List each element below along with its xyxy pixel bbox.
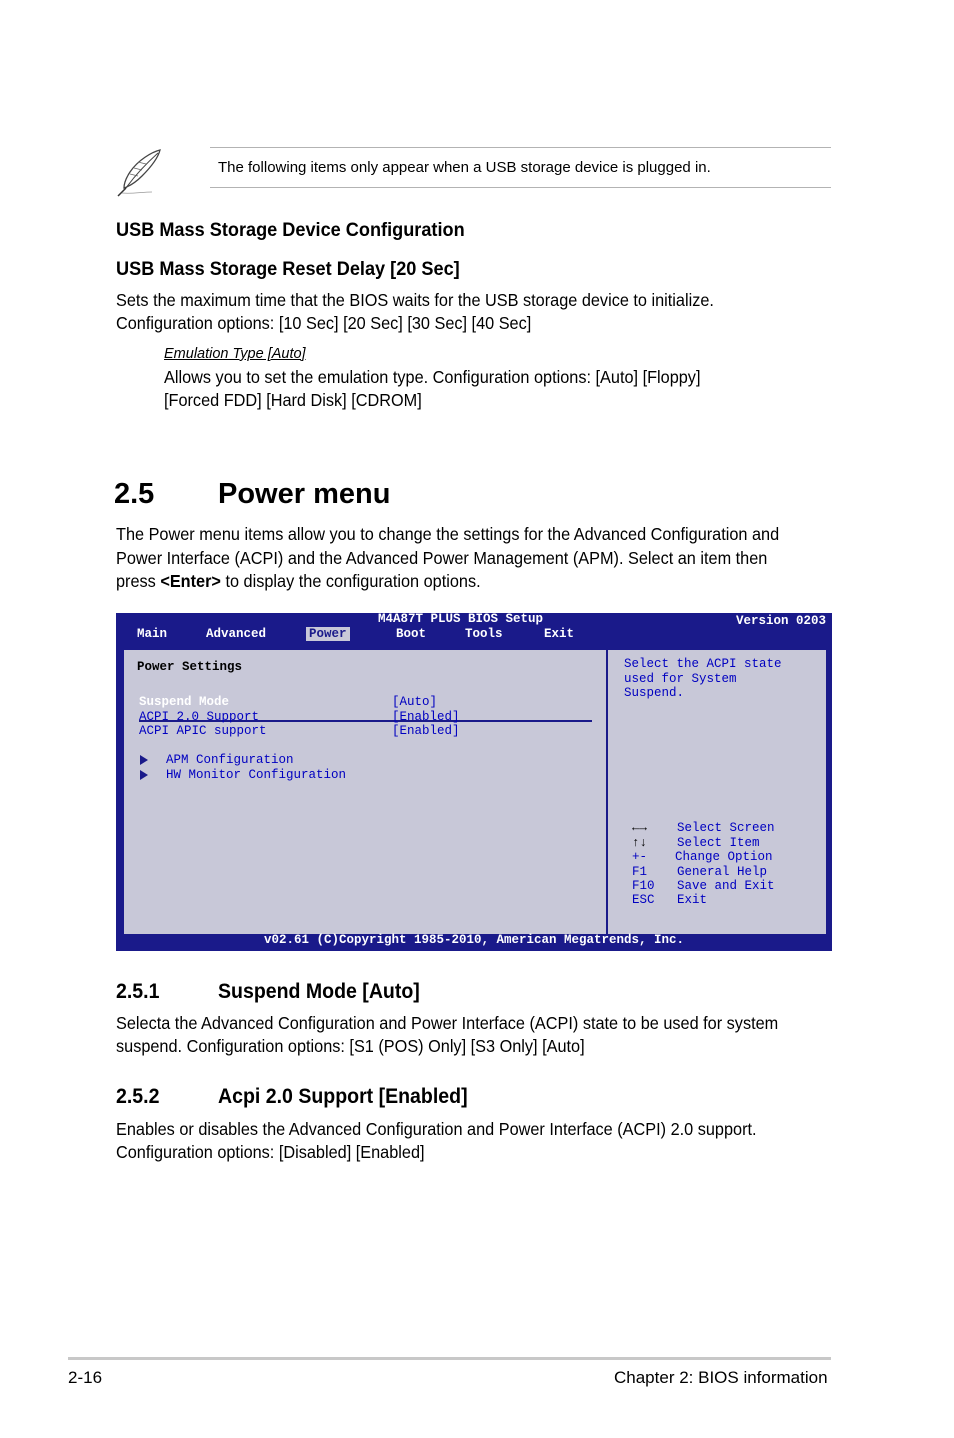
- item-acpi-support[interactable]: ACPI 2.0 Support: [139, 710, 260, 724]
- emulation-text-1: Allows you to set the emulation type. Configuration options: [Auto] [Floppy]: [164, 367, 701, 387]
- item-acpi-support-value[interactable]: [Enabled]: [392, 710, 460, 724]
- note-rule-bottom: [210, 187, 831, 188]
- sub1-text-2: suspend. Configuration options: [S1 (POS) Only] [S3 Only] [Auto]: [116, 1036, 585, 1056]
- key-f10: F10: [632, 879, 655, 893]
- submenu-arrow-icon: [140, 770, 148, 780]
- key-desc-select-screen: Select Screen: [677, 821, 775, 835]
- note-text: The following items only appear when a USB storage device is plugged in.: [218, 159, 711, 176]
- key-desc-save-exit: Save and Exit: [677, 879, 775, 893]
- tab-tools[interactable]: Tools: [465, 627, 503, 641]
- submenu-hw-monitor[interactable]: HW Monitor Configuration: [166, 768, 347, 782]
- feather-quill-icon: [112, 146, 170, 198]
- sub1-text-1: Selecta the Advanced Configuration and Power Interface (ACPI) state to be used for system: [116, 1013, 779, 1033]
- key-desc-general-help: General Help: [677, 865, 768, 879]
- bios-settings-panel: [122, 648, 610, 936]
- submenu-apm[interactable]: APM Configuration: [166, 753, 294, 767]
- help-line-1: Select the ACPI state: [624, 657, 782, 671]
- usb-delay-text-1: Sets the maximum time that the BIOS waits for the USB storage device to initialize.: [116, 290, 714, 310]
- section-number: 2.5: [114, 478, 155, 510]
- key-esc: ESC: [632, 893, 655, 907]
- bios-help-panel: [606, 648, 828, 936]
- key-desc-exit: Exit: [677, 893, 708, 907]
- arrows-left-right-icon: ←→: [632, 821, 648, 835]
- key-desc-select-item: Select Item: [677, 836, 760, 850]
- sub2-number: 2.5.2: [116, 1085, 160, 1108]
- sub2-title: Acpi 2.0 Support [Enabled]: [218, 1085, 468, 1108]
- page-number: 2-16: [68, 1368, 103, 1387]
- item-suspend-mode[interactable]: Suspend Mode: [139, 695, 230, 709]
- help-line-2: used for System: [624, 672, 737, 686]
- key-plus-minus: +-: [632, 850, 648, 864]
- tab-exit[interactable]: Exit: [544, 627, 575, 641]
- bios-copyright: v02.61 (C)Copyright 1985-2010, American Megatrends, Inc.: [263, 933, 685, 947]
- note-rule-top: [210, 147, 831, 148]
- item-acpi-apic-value[interactable]: [Enabled]: [392, 724, 460, 738]
- chapter-label: Chapter 2: BIOS information: [614, 1368, 828, 1387]
- tab-advanced[interactable]: Advanced: [206, 627, 267, 641]
- enter-key: <Enter>: [160, 571, 221, 591]
- section-intro-1: The Power menu items allow you to change the settings for the Advanced Configuration and: [116, 524, 780, 544]
- bios-title: M4A87T PLUS BIOS Setup: [378, 612, 544, 626]
- help-line-3: Suspend.: [624, 686, 685, 700]
- panel-title: Power Settings: [137, 660, 243, 674]
- usb-delay-heading: USB Mass Storage Reset Delay [20 Sec]: [116, 258, 460, 280]
- tab-boot[interactable]: Boot: [396, 627, 427, 641]
- item-acpi-apic[interactable]: ACPI APIC support: [139, 724, 267, 738]
- tab-power[interactable]: Power: [306, 627, 350, 641]
- sub1-title: Suspend Mode [Auto]: [218, 980, 420, 1003]
- footer-rule: [68, 1357, 831, 1360]
- key-desc-change-option: Change Option: [675, 850, 773, 864]
- sub2-text-1: Enables or disables the Advanced Configuration and Power Interface (ACPI) 2.0 support.: [116, 1119, 757, 1139]
- item-suspend-mode-value[interactable]: [Auto]: [392, 695, 438, 709]
- bios-screen: [116, 613, 832, 951]
- usb-config-heading: USB Mass Storage Device Configuration: [116, 219, 465, 241]
- emulation-type-label: Emulation Type [Auto]: [164, 346, 306, 362]
- sub1-number: 2.5.1: [116, 980, 160, 1003]
- key-f1: F1: [632, 865, 648, 879]
- arrows-up-down-icon: ↑↓: [632, 836, 648, 850]
- section-intro-3: press <Enter> to display the configuration options.: [116, 571, 481, 591]
- sub2-text-2: Configuration options: [Disabled] [Enabled]: [116, 1142, 425, 1162]
- emulation-text-2: [Forced FDD] [Hard Disk] [CDROM]: [164, 390, 422, 410]
- section-intro-2: Power Interface (ACPI) and the Advanced Power Management (APM). Select an item then: [116, 548, 768, 568]
- section-title: Power menu: [218, 478, 391, 510]
- submenu-arrow-icon: [140, 755, 148, 765]
- bios-version: Version 0203: [735, 614, 826, 628]
- usb-delay-text-2: Configuration options: [10 Sec] [20 Sec] [30 Sec] [40 Sec]: [116, 313, 532, 333]
- tab-main[interactable]: Main: [137, 627, 168, 641]
